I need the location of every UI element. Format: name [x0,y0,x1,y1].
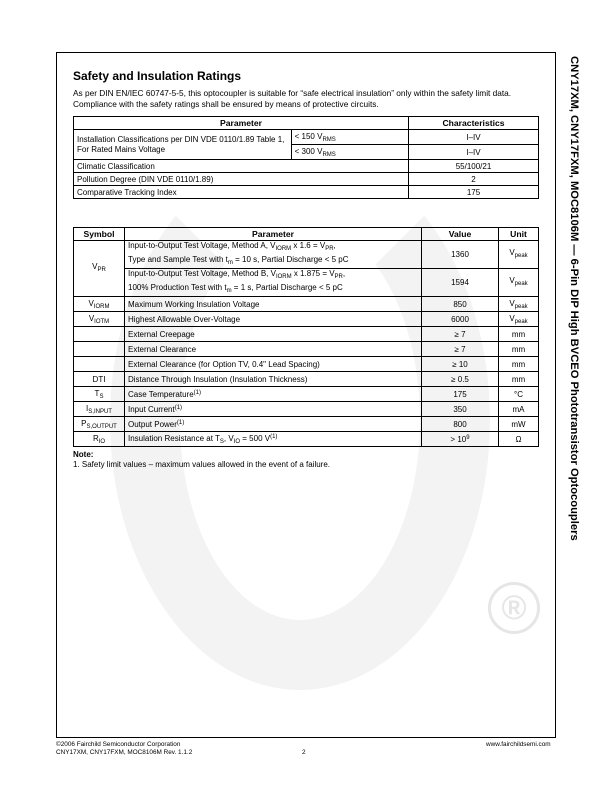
t2-value: 350 [422,402,499,417]
t2-value: > $10^9$ [422,432,499,447]
t1-value: I–IV [409,145,539,160]
t2-header-value: Value [422,228,499,241]
intro-paragraph: As per DIN EN/IEC 60747-5-5, this optocoupler is suitable for “safe electrical insulation” only within the safety limit data. Compliance with the safety ratings shall be ensured by means of protective circuits. [73,88,512,109]
t2-param: Case Temperature$^{(1)}$ [125,387,422,402]
t2-symbol: $R_{IO}$ [74,432,125,447]
t2-param: External Clearance (for Option TV, 0.4" Lead Spacing) [125,357,422,372]
t2-unit: mm [499,357,539,372]
t2-value: 800 [422,417,499,432]
t2-param: External Clearance [125,342,422,357]
t2-unit: mm [499,342,539,357]
t2-symbol: $P_{S,OUTPUT}$ [74,417,125,432]
t1-value: 175 [409,186,539,199]
t1-header-characteristics: Characteristics [409,117,539,130]
t2-symbol: $T_S$ [74,387,125,402]
safety-limits-table [73,227,539,447]
t2-param: External Creepage [125,327,422,342]
t2-value: 1594 [422,269,499,297]
t2-symbol-empty [74,357,125,372]
t2-param: Output Power$^{(1)}$ [125,417,422,432]
t2-unit: Ω [499,432,539,447]
t2-header-unit: Unit [499,228,539,241]
notes [73,450,330,470]
t1-header-parameter: Parameter [74,117,409,130]
t1-value: I–IV [409,130,539,145]
t2-param: Distance Through Insulation (Insulation Thickness) [125,372,422,387]
t2-header-parameter: Parameter [125,228,422,241]
t2-unit: $V_{peak}$ [499,269,539,297]
t2-unit: mm [499,327,539,342]
t2-param: Highest Allowable Over-Voltage [125,312,422,327]
notes-label: Note: [73,450,94,459]
t2-symbol: DTI [74,372,125,387]
t2-symbol: $V_{IOTM}$ [74,312,125,327]
t2-value: ≥ 0.5 [422,372,499,387]
installation-ratings-table [73,116,539,199]
t2-value: 6000 [422,312,499,327]
t2-value: 850 [422,297,499,312]
footer-left [56,741,192,756]
note-item: 1. Safety limit values – maximum values allowed in the event of a failure. [73,460,331,469]
t2-value: 175 [422,387,499,402]
t2-symbol: $V_{IORM}$ [74,297,125,312]
t1-param: Comparative Tracking Index [74,186,409,199]
t2-param: Insulation Resistance at $T_S$, $V_{IO} = 500$ $V^{(1)}$ [125,432,422,447]
t2-unit: $V_{peak}$ [499,312,539,327]
t2-value: ≥ 7 [422,342,499,357]
t2-param-method-b: Input-to-Output Test Voltage, Method B, $V_{IORM}$ x $1.875 = V_{PR}$, 100% Production Test with $t_m = 1$ s, Partial Discharge < 5 pC [125,269,422,297]
t2-unit: °C [499,387,539,402]
t1-param: Climatic Classification [74,160,409,173]
t1-value: 2 [409,173,539,186]
section-title: Safety and Insulation Ratings [73,69,242,83]
footer-copyright: ©2006 Fairchild Semiconductor Corporation [56,741,181,748]
t2-symbol-empty [74,327,125,342]
t2-value: ≥ 7 [422,327,499,342]
t2-header-symbol: Symbol [74,228,125,241]
t1-param: Pollution Degree (DIN VDE 0110/1.89) [74,173,409,186]
t2-value: ≥ 10 [422,357,499,372]
t1-install-label: Installation Classifications per DIN VDE 0110/1.89 Table 1, For Rated Mains Voltage [74,130,292,160]
t2-param: Input Current$^{(1)}$ [125,402,422,417]
t1-cond: < 300 $V_{RMS}$ [291,145,408,160]
t2-symbol: $I_{S,INPUT}$ [74,402,125,417]
t2-symbol-empty [74,342,125,357]
t2-unit: mA [499,402,539,417]
t2-unit: mW [499,417,539,432]
t2-param: Maximum Working Insulation Voltage [125,297,422,312]
t2-unit: $V_{peak}$ [499,241,539,269]
footer-url[interactable]: www.fairchildsemi.com [486,741,551,748]
t2-unit: mm [499,372,539,387]
t2-unit: $V_{peak}$ [499,297,539,312]
page-number: 2 [302,749,306,756]
registered-watermark: ® [488,582,540,634]
sidebar-title: CNY17XM, CNY17FXM, MOC8106M — 6-Pin DIP High BVCEO Phototransistor Optocouplers [568,56,580,541]
t1-cond: < 150 $V_{RMS}$ [291,130,408,145]
t1-value: 55/100/21 [409,160,539,173]
t2-value: 1360 [422,241,499,269]
t2-symbol-vpr: $V_{PR}$ [74,241,125,297]
footer-doc: CNY17XM, CNY17FXM, MOC8106M Rev. 1.1.2 [56,748,193,756]
t2-param-method-a: Input-to-Output Test Voltage, Method A, $V_{IORM}$ x $1.6 = V_{PR}$, Type and Sample Test with $t_m = 10$ s, Partial Discharge < 5 pC [125,241,422,269]
